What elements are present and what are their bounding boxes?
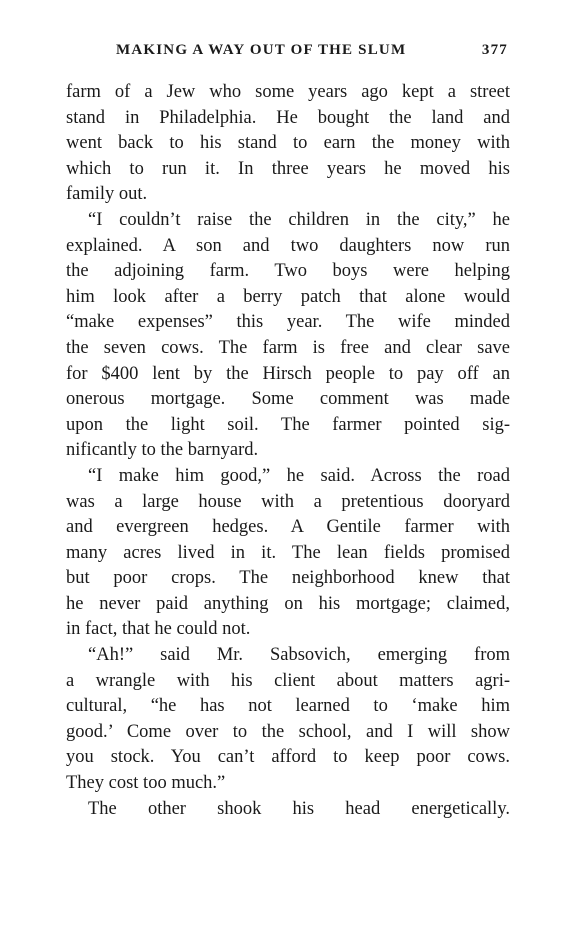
text-line: him look after a berry patch that alone would <box>66 286 510 307</box>
text-line: but poor crops. The neighborhood knew that <box>66 568 510 589</box>
text-line: went back to his stand to earn the money with <box>66 133 510 154</box>
text-line: upon the light soil. The farmer pointed sig- <box>66 414 510 435</box>
text-line: “I couldn’t raise the children in the city,” he <box>88 209 510 230</box>
text-line: you stock. You can’t afford to keep poor cows. <box>66 747 510 768</box>
text-line: in fact, that he could not. <box>66 619 251 640</box>
text-line: many acres lived in it. The lean fields promised <box>66 542 510 563</box>
text-line: “I make him good,” he said. Across the road <box>88 465 510 486</box>
text-line: The other shook his head energetically. <box>88 798 510 819</box>
running-header <box>66 40 510 66</box>
text-line: good.’ Come over to the school, and I will show <box>66 721 510 742</box>
text-line: family out. <box>66 184 148 205</box>
text-line: cultural, “he has not learned to ‘make him <box>66 696 510 717</box>
text-line: “make expenses” this year. The wife minded <box>66 312 510 333</box>
text-line: a wrangle with his client about matters agri- <box>66 670 510 691</box>
text-line: farm of a Jew who some years ago kept a street <box>66 82 510 102</box>
text-line: he never paid anything on his mortgage; claimed, <box>66 593 510 614</box>
book-page <box>66 40 510 822</box>
text-line: stand in Philadelphia. He bought the land and <box>66 107 510 128</box>
text-line: the adjoining farm. Two boys were helping <box>66 261 510 282</box>
text-line: for $400 lent by the Hirsch people to pay off an <box>66 363 510 384</box>
text-line: They cost too much.” <box>66 773 226 794</box>
text-line: and evergreen hedges. A Gentile farmer with <box>66 517 510 538</box>
page-number: 377 <box>481 42 508 58</box>
text-line: nificantly to the barnyard. <box>66 440 259 461</box>
running-title: MAKING A WAY OUT OF THE SLUM <box>116 42 407 58</box>
text-line: which to run it. In three years he moved his <box>66 158 510 179</box>
text-line: was a large house with a pretentious dooryard <box>66 491 510 512</box>
text-line: the seven cows. The farm is free and clear save <box>66 337 510 358</box>
body-text <box>66 80 510 822</box>
text-line: onerous mortgage. Some comment was made <box>66 389 510 410</box>
text-line: explained. A son and two daughters now run <box>66 235 510 256</box>
text-line: “Ah!” said Mr. Sabsovich, emerging from <box>88 645 510 666</box>
